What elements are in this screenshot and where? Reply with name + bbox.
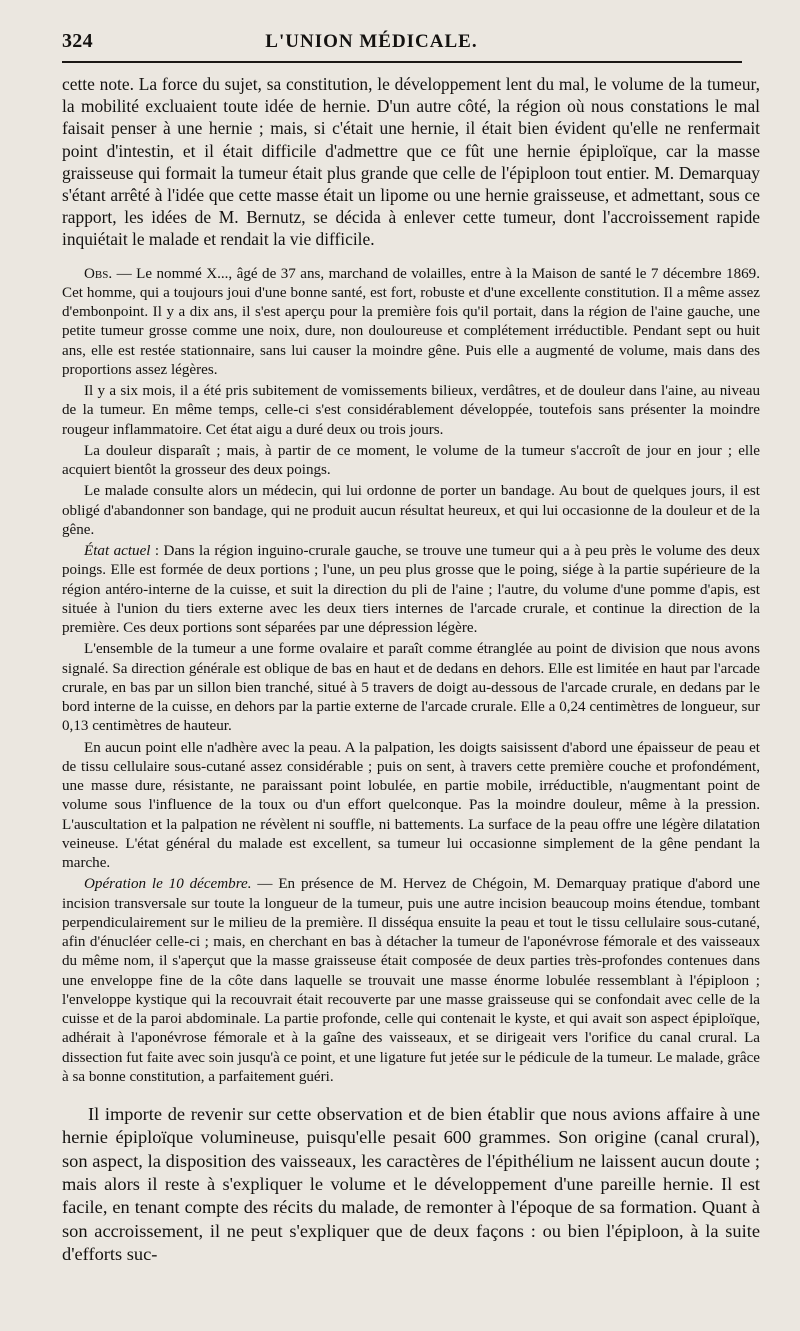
closing-paragraph: Il importe de revenir sur cette observation et de bien établir que nous avions affaire à une hernie épiploïque volumineuse, puisqu'elle pesait 600 grammes. Son origine (canal crural), son aspect, la disposition des vaisseaux, les caractères de l'épithélium ne laissent aucun doute ; mais alors il reste à s'expliquer le volume et le développement d'une pareille hernie. Il est facile, en tenant compte des récits du malade, de remonter à l'époque de sa formation. Quant à son accroissement, il ne peut s'expliquer que de deux façons : ou bien l'épiploon, à la suite d'efforts suc- <box>62 1104 760 1264</box>
paragraph-text: — En présence de M. Hervez de Chégoin, M. Demarquay pratique d'abord une incision transversale sur toute la longueur de la tumeur, puis une autre incision beaucoup moins étendue, tombant perpendiculairement sur le milieu de la première. Il disséqua ensuite la peau et tout le tissu cellulaire sous-cutané, afin d'énucléer celle-ci ; mais, en cherchant en bas à détacher la tumeur de l'aponévrose fémorale et des vaisseaux du même nom, il s'aperçut que la masse graisseuse était composée de deux parties très-profondes contenues dans une enveloppe fine de la côte dans laquelle se trouvait une masse énorme lobulée ressemblant à l'épiploon ; l'enveloppe kystique qui la recouvrait était recouverte par une masse graisseuse qui se confondait avec celle de la cuisse et de la paroi abdominale. La partie profonde, celle qui contenait le kyste, et qui avait son aspect épiploïque, adhérait à l'aponévrose fémorale et à la gaîne des vaisseaux, et se dirigeait vers l'orifice du canal crural. La dissection fut faite avec soin jusqu'à ce point, et une ligature fut jetée sur le pédicule de la tumeur. Le malade, grâce à sa bonne constitution, a parfaitement guéri. <box>62 876 760 1085</box>
observation-paragraph <box>62 442 760 481</box>
running-header <box>62 30 760 53</box>
paragraph-text: : Dans la région inguino-crurale gauche, se trouve une tumeur qui a à peu près le volume des deux poings. Elle est formée de deux portions ; l'une, un peu plus grosse que le poing, siége à la partie supérieure de la région antéro-interne de la cuisse, et suit la direction du pli de l'aine ; l'autre, du volume d'une pomme d'apis, est située à l'union du tiers externe avec les deux tiers internes de l'arcade crurale, et continue la direction de la première. Ces deux portions sont séparées par une dépression légère. <box>62 543 760 637</box>
header-rule <box>62 61 742 63</box>
paragraph-label: Opération le 10 décembre. <box>84 876 252 893</box>
paragraph-label: Obs. <box>84 265 113 282</box>
page-number: 324 <box>62 30 93 52</box>
observation-paragraph <box>62 482 760 540</box>
journal-title: L'UNION MÉDICALE. <box>265 31 478 52</box>
paragraph-text: — Le nommé X..., âgé de 37 ans, marchand de volailles, entre à la Maison de santé le 7 décembre 1869. Cet homme, qui a toujours joui d'une bonne santé, est fort, robuste et d'une excellente constitution. Il a même assez d'embonpoint. Il y a dix ans, il s'est aperçu pour la première fois qu'il portait, dans la région de l'aine gauche, une petite tumeur grosse comme une noix, dure, non douloureuse et complétement irréductible. Pendant sept ou huit ans, elle est restée stationnaire, sans lui causer la moindre gêne. Puis elle a augmenté de volume, mais dans des proportions assez légères. <box>62 265 760 378</box>
paragraph-text: L'ensemble de la tumeur a une forme ovalaire et paraît comme étranglée au point de division que nous avons signalé. Sa direction générale est oblique de bas en haut et de dedans en dehors. Elle est limitée en haut par l'arcade crurale, en bas par un sillon bien tranché, situé à 5 travers de doigt au-dessous de l'arcade crurale, en dedans par le bord interne de la cuisse, en dehors par la partie externe de l'arcade crurale. Elle a 0,24 centimètres de longueur, sur 0,13 centimètres de hauteur. <box>62 641 760 735</box>
observation-paragraph <box>62 542 760 638</box>
observation-paragraph <box>62 739 760 874</box>
observation-paragraph <box>62 640 760 736</box>
paragraph-text: Il y a six mois, il a été pris subitement de vomissements bilieux, verdâtres, et de douleur dans l'aine, au niveau de la tumeur. En même temps, celle-ci s'est considérablement développée, toutefois sans présenter la moindre rougeur inflammatoire. Cet état aigu a duré deux ou trois jours. <box>62 383 760 438</box>
intro-paragraph: cette note. La force du sujet, sa constitution, le développement lent du mal, le volume de la tumeur, la mobilité excluaient toute idée de hernie. D'un autre côté, la région où nous constations le mal faisait penser à une hernie ; mais, si c'était une hernie, il était bien évident qu'elle ne renfermait point d'intestin, et il était difficile d'admettre que ce fût une hernie épiploïque, car la masse graisseuse qui formait la tumeur était plus grande que celle de l'épiploon tout entier. M. Demarquay s'étant arrêté à l'idée que cette masse était un lipome ou une hernie graisseuse, et admettant, sous ce rapport, les idées de M. Bernutz, se décida à enlever cette tumeur, dont l'accroissement rapide inquiétait le malade et rendait la vie difficile. <box>62 74 760 250</box>
observation-paragraph <box>62 265 760 381</box>
observation-paragraph <box>62 875 760 1087</box>
paragraph-text: La douleur disparaît ; mais, à partir de ce moment, le volume de la tumeur s'accroît de jour en jour ; elle acquiert bientôt la grosseur des deux poings. <box>62 442 760 479</box>
paragraph-label: État actuel <box>84 543 151 560</box>
observation-paragraph <box>62 382 760 440</box>
observation-block <box>62 265 760 1088</box>
paragraph-text: Le malade consulte alors un médecin, qui lui ordonne de porter un bandage. Au bout de quelques jours, il est obligé d'abandonner son bandage, qui ne produit aucun résultat heureux, et qui lui occasionne de la douleur et de la gêne. <box>62 483 760 538</box>
paragraph-text: En aucun point elle n'adhère avec la peau. A la palpation, les doigts saisissent d'abord une épaisseur de peau et de tissu cellulaire sous-cutané assez considérable ; puis on sent, à travers cette première couche et profondément, une masse dure, résistante, ne paraissant point lobulée, en partie mobile, irréductible, n'augmentant point de volume sous l'influence de la toux ou d'un effort quelconque. Pas la moindre douleur, même à la pression. L'auscultation et la palpation ne révèlent ni souffle, ni battements. La surface de la peau offre une légère dilatation veineuse. L'état général du malade est excellent, sa tumeur lui occasionne simplement de la gêne pendant la marche. <box>62 739 760 872</box>
